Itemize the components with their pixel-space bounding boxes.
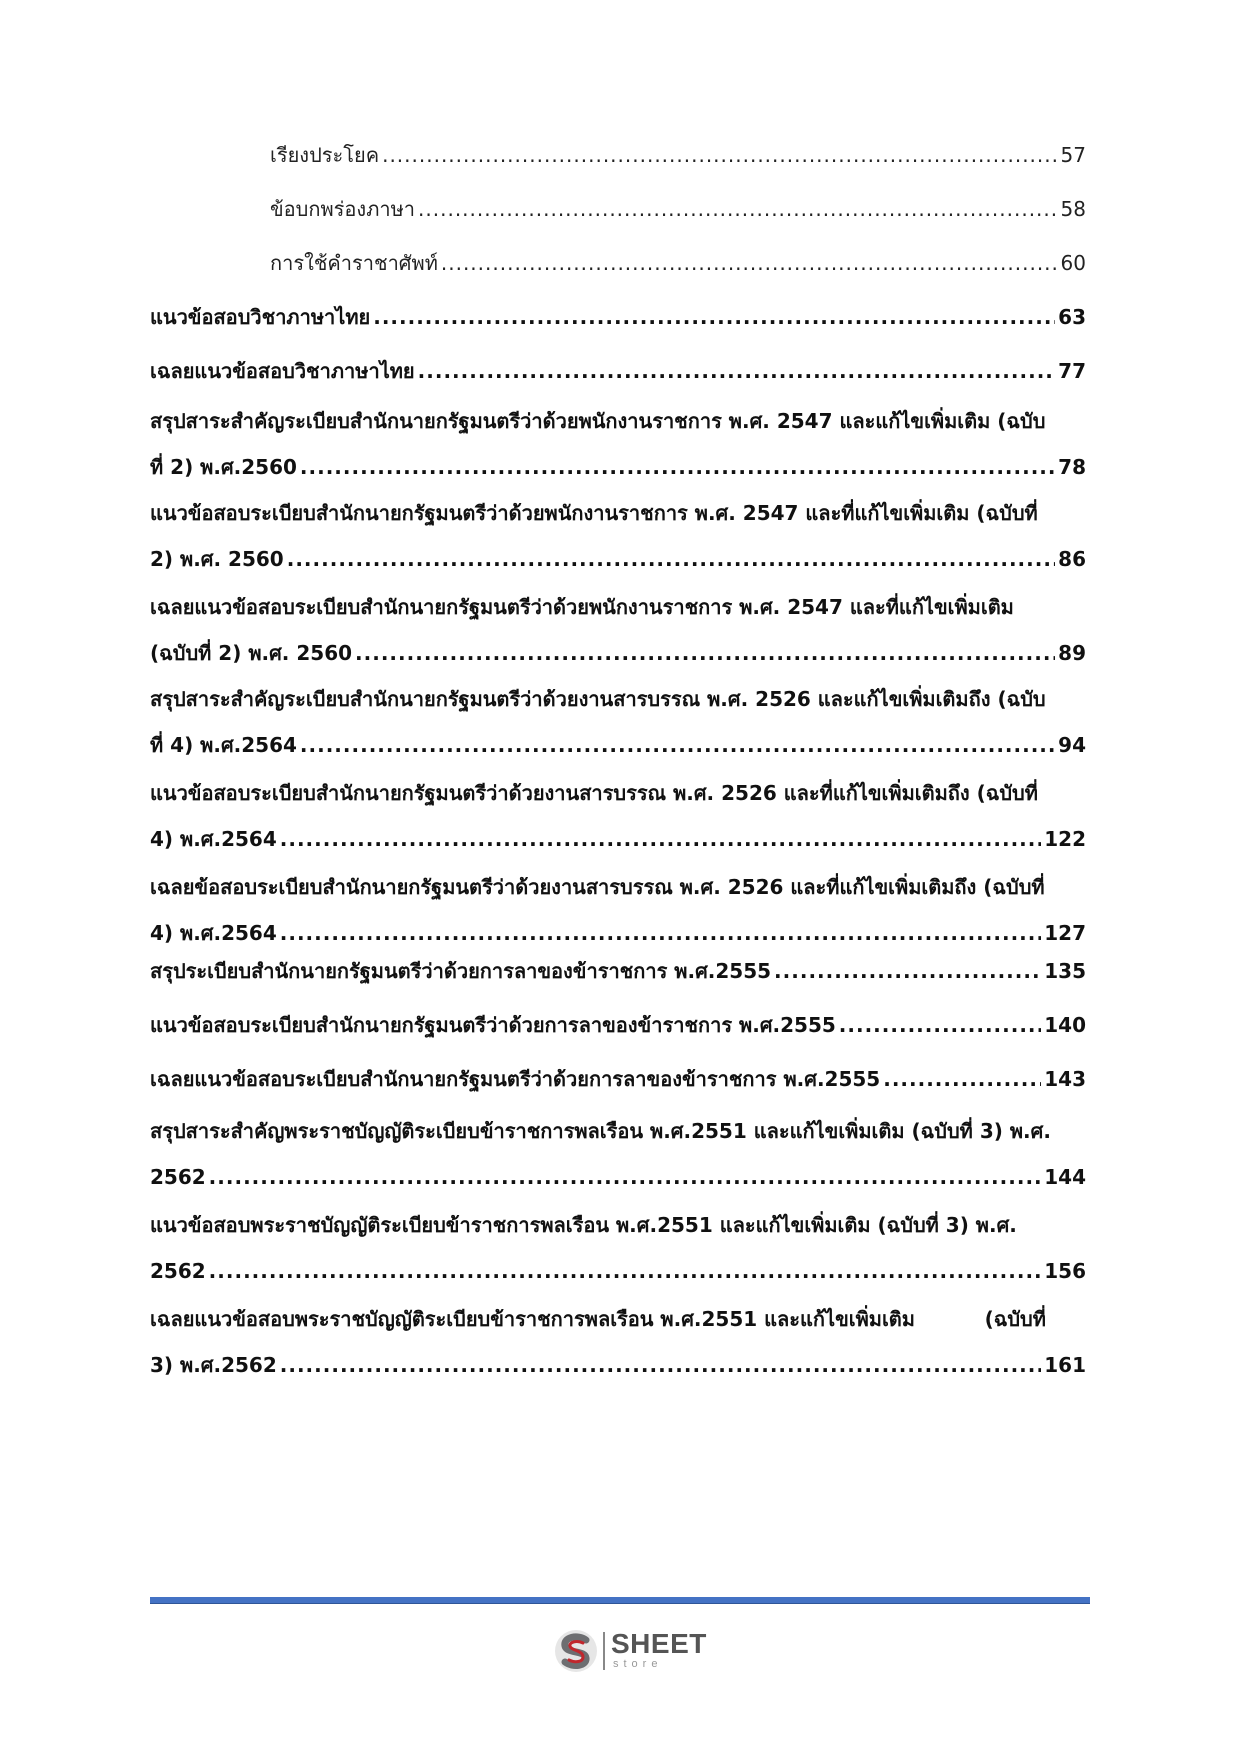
toc-page-number: 127 (1044, 921, 1086, 945)
toc-entry-title: แนวข้อสอบวิชาภาษาไทย (150, 305, 371, 329)
logo-subword: store (613, 1658, 663, 1670)
toc-entry[interactable] (150, 140, 1086, 170)
dot-leader (373, 302, 1055, 332)
toc-entry-leader-line (150, 1248, 1086, 1294)
toc-entry-title-line: เฉลยข้อสอบระเบียบสำนักนายกรัฐมนตรีว่าด้วยงานสารบรรณ พ.ศ. 2526 และที่แก้ไขเพิ่มเติมถึง (ฉบับที่ (150, 875, 1045, 899)
toc-entry-title-line: สรุปสาระสำคัญระเบียบสำนักนายกรัฐมนตรีว่าด้วยพนักงานราชการ พ.ศ. 2547 และแก้ไขเพิ่มเติม (ฉบับ (150, 409, 1046, 433)
toc-page-number: 58 (1060, 197, 1086, 221)
toc-entry[interactable] (150, 676, 1086, 768)
dot-leader (300, 722, 1055, 768)
dot-leader (280, 816, 1041, 862)
footer-rule (150, 1597, 1090, 1603)
toc-entry-title-line: เฉลยแนวข้อสอบพระราชบัญญัติระเบียบข้าราชการพลเรือน พ.ศ.2551 และแก้ไขเพิ่มเติม (ฉบับที่ (150, 1307, 1046, 1331)
toc-page-number: 140 (1044, 1013, 1086, 1037)
toc-entry-leader-line (150, 444, 1086, 490)
toc-page-number: 86 (1058, 547, 1086, 571)
dot-leader (441, 248, 1058, 278)
toc-entry-title: สรุประเบียบสำนักนายกรัฐมนตรีว่าด้วยการลาของข้าราชการ พ.ศ.2555 (150, 959, 772, 983)
toc-entry[interactable] (150, 1296, 1086, 1388)
toc-entry-title: การใช้คำราชาศัพท์ (270, 251, 438, 275)
toc-entry-title: ข้อบกพร่องภาษา (270, 197, 416, 221)
dot-leader (883, 1064, 1041, 1094)
toc-entry[interactable] (150, 1108, 1086, 1200)
toc-entry[interactable] (150, 248, 1086, 278)
toc-entry[interactable] (150, 356, 1086, 386)
toc-entry-leader-line (150, 1342, 1086, 1388)
toc-entry-leader-line (150, 536, 1086, 582)
toc-entry-title: 2562 (150, 1165, 206, 1189)
toc-entry[interactable] (150, 194, 1086, 224)
toc-entry-leader-line (270, 140, 1086, 170)
toc-entry[interactable] (150, 398, 1086, 490)
logo-separator (603, 1632, 605, 1670)
toc-entry-title: (ฉบับที่ 2) พ.ศ. 2560 (150, 641, 353, 665)
toc-entry-leader-line (150, 1064, 1086, 1094)
toc-page-number: 77 (1058, 359, 1086, 383)
toc-page-number: 89 (1058, 641, 1086, 665)
toc-page-number: 63 (1058, 305, 1086, 329)
toc-page-number: 94 (1058, 733, 1086, 757)
toc-entry-leader-line (150, 956, 1086, 986)
toc-entry-title: ที่ 4) พ.ศ.2564 (150, 733, 297, 757)
sheet-store-logo (553, 1628, 723, 1674)
toc-page-number: 161 (1044, 1353, 1086, 1377)
toc-entry-title: เฉลยแนวข้อสอบระเบียบสำนักนายกรัฐมนตรีว่าด้วยการลาของข้าราชการ พ.ศ.2555 (150, 1067, 881, 1091)
toc-entry-leader-line (150, 910, 1086, 956)
dot-leader (355, 630, 1055, 676)
toc-entry-title: แนวข้อสอบระเบียบสำนักนายกรัฐมนตรีว่าด้วยการลาของข้าราชการ พ.ศ.2555 (150, 1013, 836, 1037)
toc-entry[interactable] (150, 770, 1086, 862)
dot-leader (209, 1154, 1042, 1200)
toc-entry-leader-line (150, 302, 1086, 332)
toc-entry-leader-line (150, 1154, 1086, 1200)
toc-page-number: 122 (1044, 827, 1086, 851)
toc-entry-leader-line (150, 722, 1086, 768)
logo-word: SHEET (611, 1628, 707, 1659)
toc-entry-title: ที่ 2) พ.ศ.2560 (150, 455, 297, 479)
dot-leader (418, 356, 1056, 386)
toc-entry[interactable] (150, 1064, 1086, 1094)
toc-page-number: 156 (1044, 1259, 1086, 1283)
dot-leader (418, 194, 1058, 224)
toc-page-number: 144 (1044, 1165, 1086, 1189)
toc-entry-title-line: สรุปสาระสำคัญพระราชบัญญัติระเบียบข้าราชการพลเรือน พ.ศ.2551 และแก้ไขเพิ่มเติม (ฉบับที่ 3) พ.ศ. (150, 1119, 1051, 1143)
dot-leader (280, 910, 1041, 956)
dot-leader (382, 140, 1057, 170)
toc-entry-title: 2562 (150, 1259, 206, 1283)
toc-entry[interactable] (150, 1010, 1086, 1040)
toc-entry-title: 4) พ.ศ.2564 (150, 921, 277, 945)
dot-leader (209, 1248, 1042, 1294)
toc-entry-title-line: สรุปสาระสำคัญระเบียบสำนักนายกรัฐมนตรีว่าด้วยงานสารบรรณ พ.ศ. 2526 และแก้ไขเพิ่มเติมถึง (ฉบับ (150, 687, 1046, 711)
toc-entry[interactable] (150, 956, 1086, 986)
toc-entry-title: 3) พ.ศ.2562 (150, 1353, 277, 1377)
toc-page-number: 78 (1058, 455, 1086, 479)
toc-page-number: 57 (1060, 143, 1086, 167)
toc-entry-leader-line (270, 248, 1086, 278)
toc-entry-title-line: เฉลยแนวข้อสอบระเบียบสำนักนายกรัฐมนตรีว่าด้วยพนักงานราชการ พ.ศ. 2547 และที่แก้ไขเพิ่มเติม (150, 595, 1014, 619)
toc-page-number: 135 (1044, 959, 1086, 983)
sheet-store-s-logo-icon (553, 1628, 599, 1674)
toc-entry-title-line: แนวข้อสอบระเบียบสำนักนายกรัฐมนตรีว่าด้วยพนักงานราชการ พ.ศ. 2547 และที่แก้ไขเพิ่มเติม (ฉบับที่ (150, 501, 1038, 525)
toc-entry[interactable] (150, 302, 1086, 332)
toc-entry[interactable] (150, 864, 1086, 956)
toc-entry-leader-line (150, 630, 1086, 676)
toc-entry[interactable] (150, 1202, 1086, 1294)
toc-page-number: 143 (1044, 1067, 1086, 1091)
toc-entry[interactable] (150, 584, 1086, 676)
dot-leader (839, 1010, 1041, 1040)
dot-leader (287, 536, 1055, 582)
toc-entry-leader-line (270, 194, 1086, 224)
toc-entry-title: 2) พ.ศ. 2560 (150, 547, 284, 571)
dot-leader (280, 1342, 1041, 1388)
dot-leader (774, 956, 1041, 986)
toc-entry[interactable] (150, 490, 1086, 582)
toc-entry-title-line: แนวข้อสอบระเบียบสำนักนายกรัฐมนตรีว่าด้วยงานสารบรรณ พ.ศ. 2526 และที่แก้ไขเพิ่มเติมถึง (ฉบับที่ (150, 781, 1038, 805)
toc-entry-title-line: แนวข้อสอบพระราชบัญญัติระเบียบข้าราชการพลเรือน พ.ศ.2551 และแก้ไขเพิ่มเติม (ฉบับที่ 3) พ.ศ. (150, 1213, 1017, 1237)
toc-entry-title: เรียงประโยค (270, 143, 380, 167)
toc-page-number: 60 (1060, 251, 1086, 275)
toc-entry-leader-line (150, 356, 1086, 386)
dot-leader (300, 444, 1055, 490)
toc-entry-leader-line (150, 816, 1086, 862)
toc-entry-title: 4) พ.ศ.2564 (150, 827, 277, 851)
toc-entry-title: เฉลยแนวข้อสอบวิชาภาษาไทย (150, 359, 415, 383)
toc-entry-leader-line (150, 1010, 1086, 1040)
